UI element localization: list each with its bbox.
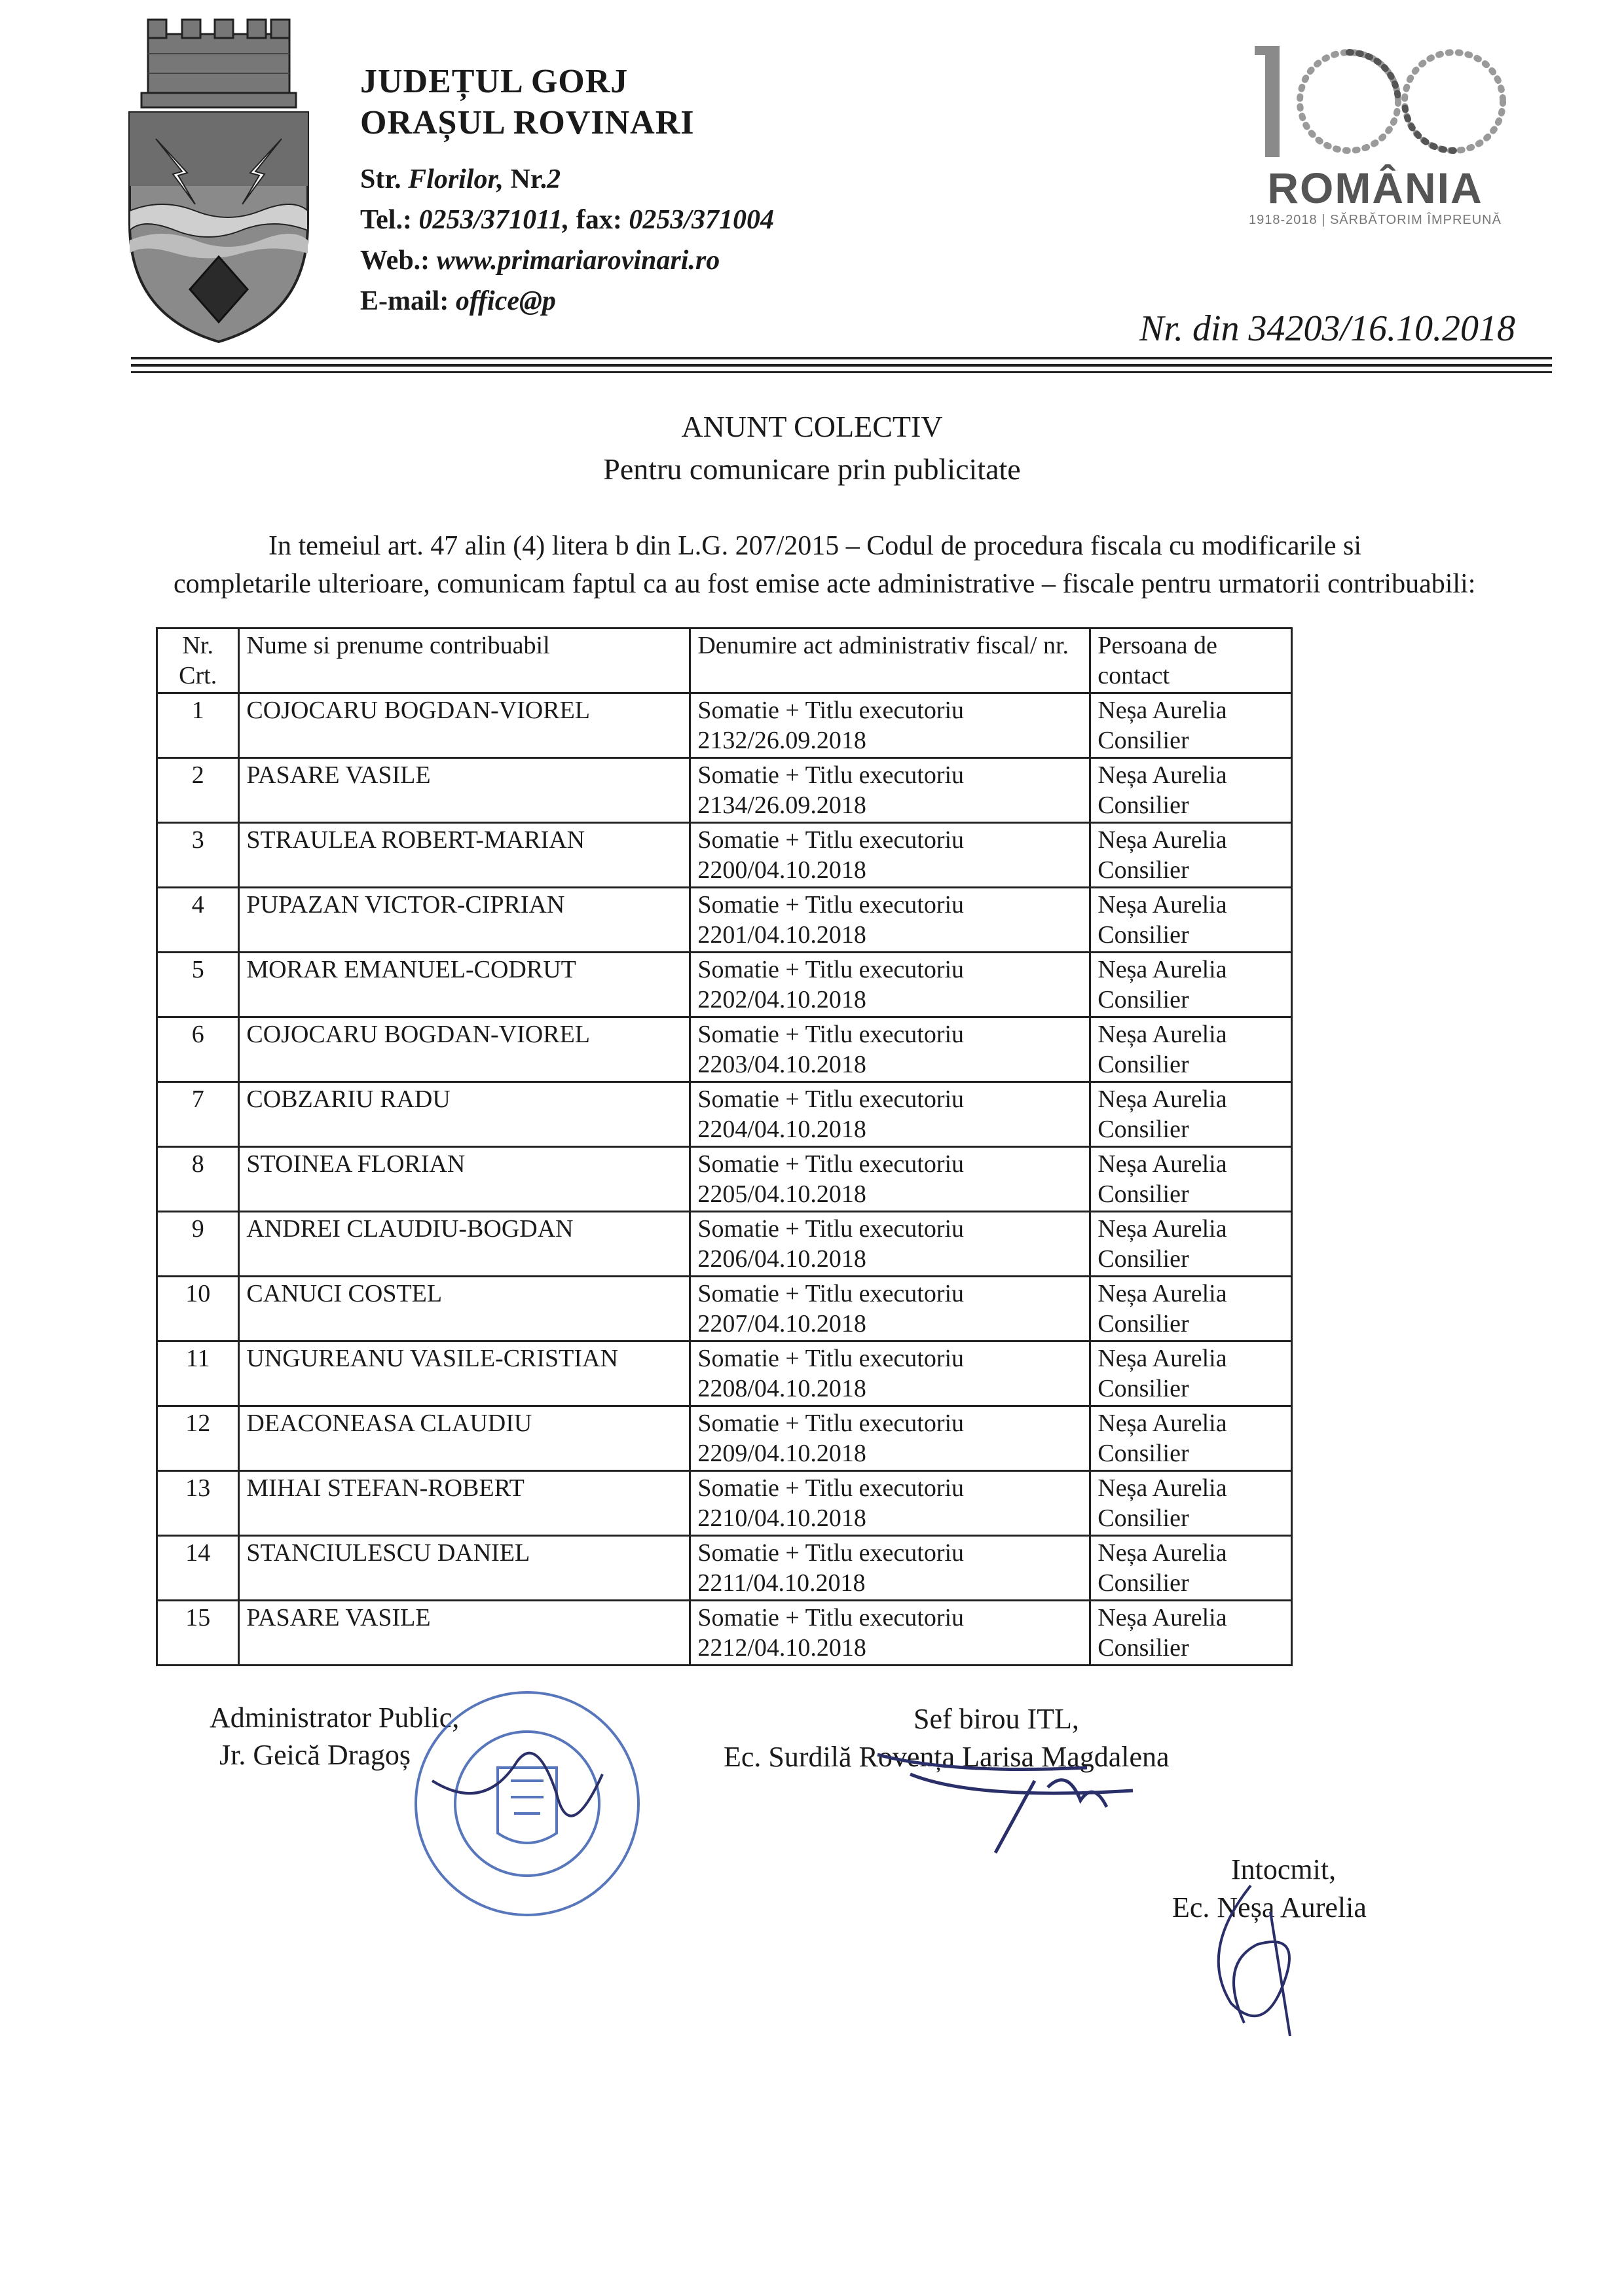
contact-cell [1090, 1601, 1292, 1666]
contact-cell [1090, 953, 1292, 1017]
contact-cell [1090, 888, 1292, 953]
taxpayer-name: PASARE VASILE [239, 758, 690, 823]
contact-name: Neșa Aurelia [1098, 956, 1227, 983]
contact-name: Neșa Aurelia [1098, 761, 1227, 789]
taxpayer-name: MIHAI STEFAN-ROBERT [239, 1471, 690, 1536]
taxpayer-name: STOINEA FLORIAN [239, 1147, 690, 1212]
contact-role: Consilier [1098, 921, 1189, 949]
contact-role: Consilier [1098, 727, 1189, 754]
contact-name: Neșa Aurelia [1098, 1215, 1227, 1243]
act-number: 2209/04.10.2018 [697, 1440, 866, 1467]
act-number: 2212/04.10.2018 [697, 1634, 866, 1662]
email-line [360, 285, 556, 317]
taxpayer-name: COJOCARU BOGDAN-VIOREL [239, 1017, 690, 1082]
act-type: Somatie + Titlu executoriu [697, 761, 965, 789]
row-number: 6 [157, 1017, 239, 1082]
taxpayer-name: UNGUREANU VASILE-CRISTIAN [239, 1341, 690, 1406]
contact-role: Consilier [1098, 1569, 1189, 1597]
taxpayer-name: STRAULEA ROBERT-MARIAN [239, 823, 690, 888]
row-number: 4 [157, 888, 239, 953]
taxpayer-name: DEACONEASA CLAUDIU [239, 1406, 690, 1471]
act-cell [690, 1471, 1090, 1536]
table-row [157, 1471, 1292, 1536]
act-type: Somatie + Titlu executoriu [697, 1345, 965, 1372]
contact-name: Neșa Aurelia [1098, 1604, 1227, 1631]
taxpayer-name: STANCIULESCU DANIEL [239, 1536, 690, 1601]
tel-label: Tel.: [360, 205, 412, 235]
row-number: 12 [157, 1406, 239, 1471]
contact-role: Consilier [1098, 1051, 1189, 1078]
row-number: 11 [157, 1341, 239, 1406]
contact-name: Neșa Aurelia [1098, 1021, 1227, 1048]
contact-cell [1090, 823, 1292, 888]
contact-name: Neșa Aurelia [1098, 1280, 1227, 1307]
act-number: 2210/04.10.2018 [697, 1504, 866, 1532]
header-rule-bottom [131, 371, 1552, 373]
act-cell [690, 823, 1090, 888]
act-type: Somatie + Titlu executoriu [697, 1280, 965, 1307]
contact-role: Consilier [1098, 1440, 1189, 1467]
header-rule-middle [131, 364, 1552, 367]
act-number: 2211/04.10.2018 [697, 1569, 866, 1597]
signature-prepared-by-icon [1172, 1872, 1323, 2043]
web-label: Web.: [360, 246, 430, 276]
fax-value: 0253/371004 [629, 205, 774, 235]
centenary-tagline: 1918-2018 | SĂRBĂTORIM ÎMPREUNĂ [1249, 213, 1502, 227]
row-number: 7 [157, 1082, 239, 1147]
email-link[interactable]: office@p [455, 286, 556, 316]
document-title: ANUNT COLECTIV [681, 410, 943, 443]
contact-cell [1090, 1082, 1292, 1147]
act-cell [690, 1082, 1090, 1147]
street-nr-value: 2 [547, 164, 561, 194]
row-number: 15 [157, 1601, 239, 1666]
act-number: 2206/04.10.2018 [697, 1245, 866, 1273]
contact-cell [1090, 1406, 1292, 1471]
contact-cell [1090, 1536, 1292, 1601]
table-row [157, 823, 1292, 888]
web-line [360, 245, 720, 276]
contact-name: Neșa Aurelia [1098, 1474, 1227, 1502]
contact-cell [1090, 1017, 1292, 1082]
act-cell [690, 758, 1090, 823]
document-number: Nr. din 34203/16.10.2018 [1139, 308, 1516, 349]
contact-role: Consilier [1098, 1310, 1189, 1338]
street-nr-label: Nr. [510, 164, 547, 194]
contact-name: Neșa Aurelia [1098, 891, 1227, 919]
taxpayers-table [156, 627, 1293, 1666]
contact-cell [1090, 758, 1292, 823]
table-row [157, 693, 1292, 758]
act-cell [690, 1341, 1090, 1406]
document-subtitle: Pentru comunicare prin publicitate [603, 452, 1021, 486]
contact-cell [1090, 1212, 1292, 1277]
contact-role: Consilier [1098, 1116, 1189, 1143]
centenary-number-icon [1231, 39, 1519, 164]
act-number: 2207/04.10.2018 [697, 1310, 866, 1338]
act-number: 2203/04.10.2018 [697, 1051, 866, 1078]
contact-name: Neșa Aurelia [1098, 1085, 1227, 1113]
act-number: 2200/04.10.2018 [697, 856, 866, 884]
column-header-nr: Nr. Crt. [157, 629, 239, 693]
contact-role: Consilier [1098, 792, 1189, 819]
act-cell [690, 1147, 1090, 1212]
act-cell [690, 1017, 1090, 1082]
act-type: Somatie + Titlu executoriu [697, 1539, 965, 1567]
web-link[interactable]: www.primariarovinari.ro [436, 246, 720, 276]
contact-cell [1090, 693, 1292, 758]
intro-paragraph-line-1: In temeiul art. 47 alin (4) litera b din L.G. 207/2015 – Codul de procedura fiscala cu modificarile si [268, 531, 1362, 561]
contact-role: Consilier [1098, 1245, 1189, 1273]
act-type: Somatie + Titlu executoriu [697, 891, 965, 919]
column-header-contact: Persoana de contact [1090, 629, 1292, 693]
contact-role: Consilier [1098, 1634, 1189, 1662]
act-number: 2208/04.10.2018 [697, 1375, 866, 1402]
table-header-row [157, 629, 1292, 693]
act-cell [690, 1601, 1090, 1666]
county-name: JUDEȚUL GORJ [360, 63, 629, 100]
contact-role: Consilier [1098, 1180, 1189, 1208]
act-number: 2201/04.10.2018 [697, 921, 866, 949]
act-type: Somatie + Titlu executoriu [697, 1410, 965, 1437]
admin-title: Administrator Public, [210, 1702, 460, 1734]
tel-value: 0253/371011, [418, 205, 570, 235]
official-stamp-icon [406, 1683, 648, 1925]
act-cell [690, 693, 1090, 758]
contact-cell [1090, 1341, 1292, 1406]
taxpayer-name: COJOCARU BOGDAN-VIOREL [239, 693, 690, 758]
act-number: 2132/26.09.2018 [697, 727, 866, 754]
act-type: Somatie + Titlu executoriu [697, 826, 965, 854]
street-label: Str. [360, 164, 401, 194]
contact-cell [1090, 1471, 1292, 1536]
act-type: Somatie + Titlu executoriu [697, 1021, 965, 1048]
table-row [157, 1082, 1292, 1147]
contact-role: Consilier [1098, 856, 1189, 884]
contact-name: Neșa Aurelia [1098, 826, 1227, 854]
coat-of-arms-icon [110, 14, 327, 345]
table-row [157, 758, 1292, 823]
act-number: 2202/04.10.2018 [697, 986, 866, 1013]
contact-name: Neșa Aurelia [1098, 697, 1227, 724]
contact-cell [1090, 1147, 1292, 1212]
act-type: Somatie + Titlu executoriu [697, 1215, 965, 1243]
itl-chief-title: Sef birou ITL, [913, 1703, 1079, 1735]
act-cell [690, 888, 1090, 953]
row-number: 2 [157, 758, 239, 823]
address-line [360, 164, 561, 195]
table-row [157, 953, 1292, 1017]
table-row [157, 1212, 1292, 1277]
prepared-by-name: Ec. Neșa Aurelia [1172, 1891, 1367, 1923]
row-number: 14 [157, 1536, 239, 1601]
contact-name: Neșa Aurelia [1098, 1410, 1227, 1437]
row-number: 3 [157, 823, 239, 888]
fax-label: fax: [576, 205, 622, 235]
act-number: 2134/26.09.2018 [697, 792, 866, 819]
contact-role: Consilier [1098, 1504, 1189, 1532]
email-label: E-mail: [360, 286, 449, 316]
taxpayer-name: ANDREI CLAUDIU-BOGDAN [239, 1212, 690, 1277]
act-type: Somatie + Titlu executoriu [697, 1474, 965, 1502]
table-row [157, 1147, 1292, 1212]
table-row [157, 1601, 1292, 1666]
act-cell [690, 1277, 1090, 1341]
centenary-country: ROMÂNIA [1267, 164, 1483, 212]
act-number: 2204/04.10.2018 [697, 1116, 866, 1143]
act-type: Somatie + Titlu executoriu [697, 697, 965, 724]
phone-line [360, 204, 774, 236]
row-number: 1 [157, 693, 239, 758]
act-type: Somatie + Titlu executoriu [697, 1150, 965, 1178]
taxpayer-name: PUPAZAN VICTOR-CIPRIAN [239, 888, 690, 953]
contact-name: Neșa Aurelia [1098, 1345, 1227, 1372]
street-value: Florilor, [408, 164, 504, 194]
row-number: 9 [157, 1212, 239, 1277]
row-number: 13 [157, 1471, 239, 1536]
taxpayer-name: PASARE VASILE [239, 1601, 690, 1666]
intro-paragraph-line-2: completarile ulterioare, comunicam faptul ca au fost emise acte administrative – fiscale pentru urmatorii contribuabili: [174, 569, 1476, 599]
row-number: 5 [157, 953, 239, 1017]
admin-name: Jr. Geică Dragoș [219, 1739, 411, 1771]
row-number: 8 [157, 1147, 239, 1212]
table-row [157, 1341, 1292, 1406]
act-cell [690, 1212, 1090, 1277]
act-cell [690, 953, 1090, 1017]
taxpayer-name: CANUCI COSTEL [239, 1277, 690, 1341]
town-name: ORAȘUL ROVINARI [360, 104, 695, 141]
table-row [157, 1406, 1292, 1471]
table-row [157, 888, 1292, 953]
contact-name: Neșa Aurelia [1098, 1539, 1227, 1567]
act-cell [690, 1536, 1090, 1601]
contact-name: Neșa Aurelia [1098, 1150, 1227, 1178]
table-row [157, 1277, 1292, 1341]
act-type: Somatie + Titlu executoriu [697, 1604, 965, 1631]
taxpayer-name: COBZARIU RADU [239, 1082, 690, 1147]
contact-role: Consilier [1098, 986, 1189, 1013]
header-rule-top [131, 357, 1552, 359]
act-type: Somatie + Titlu executoriu [697, 1085, 965, 1113]
centenary-logo [1231, 39, 1519, 255]
column-header-act: Denumire act administrativ fiscal/ nr. [690, 629, 1090, 693]
contact-role: Consilier [1098, 1375, 1189, 1402]
act-cell [690, 1406, 1090, 1471]
taxpayer-name: MORAR EMANUEL-CODRUT [239, 953, 690, 1017]
act-number: 2205/04.10.2018 [697, 1180, 866, 1208]
column-header-name: Nume si prenume contribuabil [239, 629, 690, 693]
signature-itl-chief-icon [871, 1728, 1172, 1859]
table-row [157, 1017, 1292, 1082]
table-body [157, 693, 1292, 1666]
table-row [157, 1536, 1292, 1601]
contact-cell [1090, 1277, 1292, 1341]
row-number: 10 [157, 1277, 239, 1341]
prepared-by-title: Intocmit, [1231, 1853, 1337, 1886]
itl-chief-name: Ec. Surdilă Rovența Larisa Magdalena [724, 1741, 1170, 1773]
act-type: Somatie + Titlu executoriu [697, 956, 965, 983]
